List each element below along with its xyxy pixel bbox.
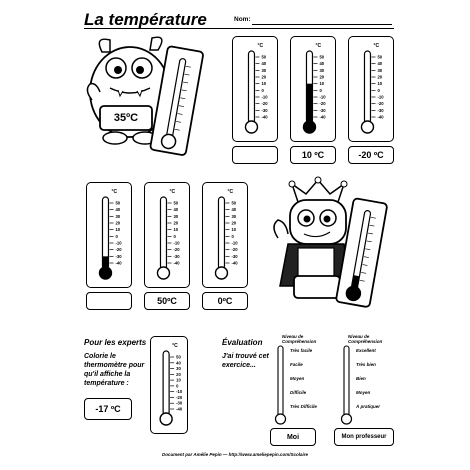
eval-left-level-1: Facile (290, 362, 303, 367)
scale-tick-label: 40 (261, 61, 267, 67)
scale-tick-label: 40 (319, 61, 325, 67)
name-line (252, 24, 392, 25)
scale-tick-label: 30 (231, 213, 237, 219)
scale-tick-label: -20 (319, 101, 326, 107)
scale-tick-label: -20 (377, 101, 384, 107)
eval-right-level-3: Moyen (356, 390, 371, 395)
scale-tick-label: -20 (231, 247, 238, 253)
eval-left-level-3: Difficile (290, 390, 307, 395)
scale-tick-label: 50 (115, 200, 121, 206)
scale-tick-label: 30 (377, 67, 383, 73)
row1-answer-box-0[interactable] (232, 146, 278, 164)
eval-right-level-4: À pratiquer (356, 404, 381, 409)
scale-tick-label: 30 (319, 67, 325, 73)
scale-tick-label: 30 (261, 67, 267, 73)
scale-tick-label: -30 (377, 107, 384, 113)
eval-left-level-0: Très facile (290, 348, 313, 353)
thermometer-tube (160, 197, 166, 269)
scale-tick-label: 10 (115, 227, 121, 233)
mercury-fill (102, 256, 108, 271)
row1-answer-box-2 (348, 146, 394, 164)
scale-tick-label: 40 (115, 207, 121, 213)
scale-tick-label: 20 (115, 220, 121, 226)
scale-tick-label: -40 (261, 114, 268, 120)
row2-answer-label-2: 0ºC (217, 296, 233, 306)
scale-tick-label: 20 (176, 371, 181, 377)
row2-thermometer-2 (202, 182, 248, 288)
thermometer-tube (218, 197, 224, 269)
scale-tick-label: -10 (115, 240, 122, 246)
row2-thermometer-drawing-2 (203, 183, 247, 287)
eval-right-level-0: Excellent (356, 348, 376, 353)
row1-thermometer-2 (348, 36, 394, 142)
scale-tick-label: 40 (377, 61, 383, 67)
scale-tick-label: 40 (176, 360, 181, 366)
scale-tick-label: -10 (173, 240, 180, 246)
page-title: La température (84, 10, 207, 29)
row1-answer-label-2: -20 ºC (358, 150, 384, 160)
scale-tick-label: 10 (261, 81, 267, 87)
scale-tick-label: 40 (173, 207, 179, 213)
scale-tick-label: 30 (173, 213, 179, 219)
scale-tick-label: -20 (115, 247, 122, 253)
scale-tick-label: 10 (176, 377, 181, 383)
row1-thermometer-drawing-2 (349, 37, 393, 141)
scale-tick-label: 20 (261, 74, 267, 80)
scale-tick-label: -30 (231, 253, 238, 259)
scale-tick-label: 20 (377, 74, 383, 80)
unit-label: °C (257, 43, 264, 49)
scale-tick-label: 0 (173, 233, 176, 239)
scale-tick-label: -10 (319, 94, 326, 100)
scale-tick-label: 10 (231, 227, 237, 233)
scale-tick-label: -30 (319, 107, 326, 113)
thermometer-tube (364, 51, 370, 123)
row2-answer-box-2 (202, 292, 248, 310)
scale-tick-label: 10 (173, 227, 179, 233)
scale-tick-label: 50 (261, 54, 267, 60)
scale-tick-label: -40 (173, 260, 180, 266)
scale-tick-label: -30 (115, 253, 122, 259)
name-label: Nom: (234, 16, 251, 23)
scale-tick-label: -20 (261, 101, 268, 107)
scale-tick-label: -30 (261, 107, 268, 113)
scale-tick-label: 50 (176, 354, 181, 360)
eval-left-scale-title: Niveau de Compréhension (282, 334, 317, 344)
scale-tick-label: -10 (231, 240, 238, 246)
eval-right-scale-title: Niveau de Compréhension (348, 334, 383, 344)
monster1-illustration (80, 30, 215, 160)
scale-tick-label: 0 (319, 87, 322, 93)
monster2-illustration (268, 176, 398, 316)
thermometer-tube (163, 351, 169, 415)
experts-value: -17 ºC (95, 404, 121, 414)
scale-tick-label: 20 (319, 74, 325, 80)
scale-tick-label: 20 (173, 220, 179, 226)
eval-left-level-4: Très Difficile (290, 404, 317, 409)
experts-thermometer-0 (150, 336, 188, 434)
thermometer-bulb (157, 267, 169, 279)
scale-tick-label: 10 (319, 81, 325, 87)
scale-tick-label: 10 (377, 81, 383, 87)
evaluation-text: J'ai trouvé cet exercice... (222, 353, 269, 369)
scale-tick-label: 30 (115, 213, 121, 219)
row2-answer-box-1 (144, 292, 190, 310)
row2-answer-box-0[interactable] (86, 292, 132, 310)
experts-thermometer-drawing-0 (151, 337, 187, 433)
unit-label: °C (315, 43, 322, 49)
row1-thermometer-1 (290, 36, 336, 142)
thermometer-tube (248, 51, 254, 123)
eval-right-level-1: Très bien (356, 362, 376, 367)
scale-tick-label: -30 (176, 400, 183, 406)
row1-answer-box-1 (290, 146, 336, 164)
unit-label: °C (111, 189, 118, 195)
moi-label: Moi (286, 433, 300, 441)
experts-value-box (84, 398, 132, 420)
scale-tick-label: -40 (176, 406, 183, 412)
footer-credit: Document par Amélie Pepin — http://www.ameliepepin.com/Scolaire (162, 452, 308, 457)
unit-label: °C (373, 43, 380, 49)
eval-left-scale-thermometer (272, 344, 292, 426)
row1-thermometer-0 (232, 36, 278, 142)
thermometer-bulb (215, 267, 227, 279)
thermometer-bulb (245, 121, 257, 133)
scale-tick-label: 30 (176, 366, 181, 372)
scale-tick-label: -40 (115, 260, 122, 266)
thermometer-bulb (361, 121, 373, 133)
thermometer-bulb (160, 413, 172, 425)
unit-label: °C (169, 189, 176, 195)
scale-tick-label: 50 (377, 54, 383, 60)
scale-tick-label: 50 (231, 200, 237, 206)
row1-thermometer-drawing-1 (291, 37, 335, 141)
scale-tick-label: -10 (176, 389, 183, 395)
unit-label: °C (172, 343, 178, 349)
moi-button[interactable] (270, 428, 316, 446)
row1-thermometer-drawing-0 (233, 37, 277, 141)
scale-tick-label: 0 (176, 383, 179, 389)
scale-tick-label: -10 (261, 94, 268, 100)
eval-right-level-2: Bien (356, 376, 366, 381)
scale-tick-label: 50 (173, 200, 179, 206)
experts-title: Pour les experts (84, 338, 147, 347)
row2-answer-label-1: 50ºC (157, 296, 177, 306)
scale-tick-label: 0 (231, 233, 234, 239)
eval-right-scale-thermometer (338, 344, 358, 426)
professeur-label: Mon professeur (341, 434, 387, 440)
row1-answer-label-1: 10 ºC (301, 150, 325, 160)
scale-tick-label: 0 (115, 233, 118, 239)
mercury-fill (306, 84, 312, 125)
row2-thermometer-drawing-0 (87, 183, 131, 287)
eval-left-level-2: Moyen (290, 376, 305, 381)
scale-tick-label: -40 (319, 114, 326, 120)
evaluation-title: Évaluation (222, 338, 263, 347)
experts-instruction: Colorie le thermomètre pour qu'il affiche la température : (84, 353, 145, 387)
scale-tick-label: 50 (319, 54, 325, 60)
scale-tick-label: -40 (231, 260, 238, 266)
scale-tick-label: -10 (377, 94, 384, 100)
monster1-temperature-label: 35ºC (113, 112, 139, 124)
scale-tick-label: 0 (377, 87, 380, 93)
scale-tick-label: -20 (176, 394, 183, 400)
header-rule (84, 28, 394, 29)
scale-tick-label: 20 (231, 220, 237, 226)
scale-tick-label: -20 (173, 247, 180, 253)
unit-label: °C (227, 189, 234, 195)
row2-thermometer-1 (144, 182, 190, 288)
row2-thermometer-0 (86, 182, 132, 288)
scale-tick-label: 0 (261, 87, 264, 93)
scale-tick-label: 40 (231, 207, 237, 213)
scale-tick-label: -30 (173, 253, 180, 259)
row2-thermometer-drawing-1 (145, 183, 189, 287)
professeur-button[interactable] (334, 428, 394, 446)
scale-tick-label: -40 (377, 114, 384, 120)
